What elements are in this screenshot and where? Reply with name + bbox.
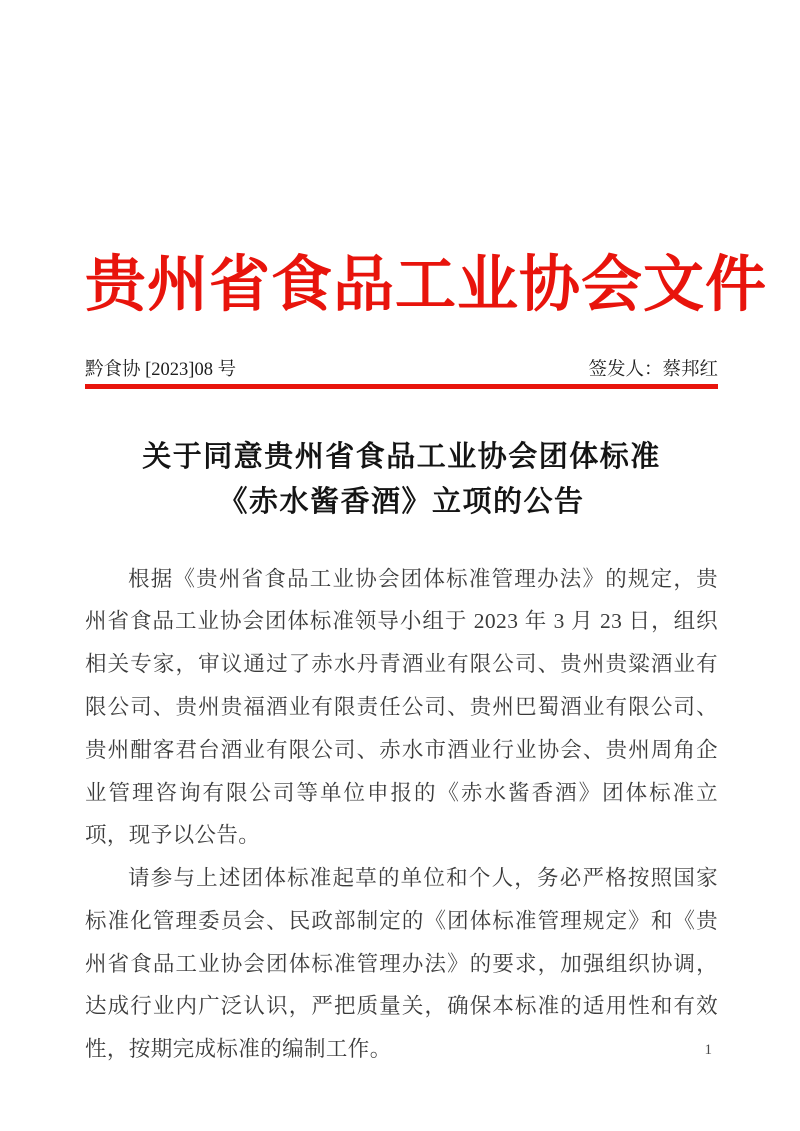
issuer-signature: 签发人：蔡邦红 [588, 359, 718, 380]
red-header-org-title: 贵州省食品工业协会文件 [85, 252, 768, 319]
page-number: 1 [704, 1042, 712, 1058]
document-title-line-2: 《赤水酱香酒》立项的公告 [218, 485, 585, 518]
document-content [85, 0, 768, 1071]
document-title-line-1: 关于同意贵州省食品工业协会团体标准 [142, 440, 661, 473]
body-paragraph-2: 请参与上述团体标准起草的单位和个人，务必严格按照国家标准化管理委员会、民政部制定的《团体标准管理规定》和《贵州省食品工业协会团体标准管理办法》的要求，加强组织协调，达成行业内广泛认识，严把质量关，确保本标准的适用性和有效性，按期完成标准的编制工作。 [85, 866, 718, 1062]
doc-number: 黔食协 [2023]08 号 [85, 359, 237, 380]
body-paragraph-1: 根据《贵州省食品工业协会团体标准管理办法》的规定，贵州省食品工业协会团体标准领导小组于 2023 年 3 月 23 日，组织相关专家，审议通过了赤水丹青酒业有限公司、贵州贵粱酒业有限公司、贵州贵福酒业有限责任公司、贵州巴蜀酒业有限公司、贵州酣客君台酒业有限公司、赤水市酒业行业协会、贵州周角企业管理咨询有限公司等单位申报的《赤水酱香酒》团体标准立项，现予以公告。 [85, 566, 718, 848]
doc-meta-row [85, 360, 718, 381]
document-body [85, 558, 718, 1072]
red-divider-line [85, 384, 718, 389]
document-title [85, 435, 718, 525]
